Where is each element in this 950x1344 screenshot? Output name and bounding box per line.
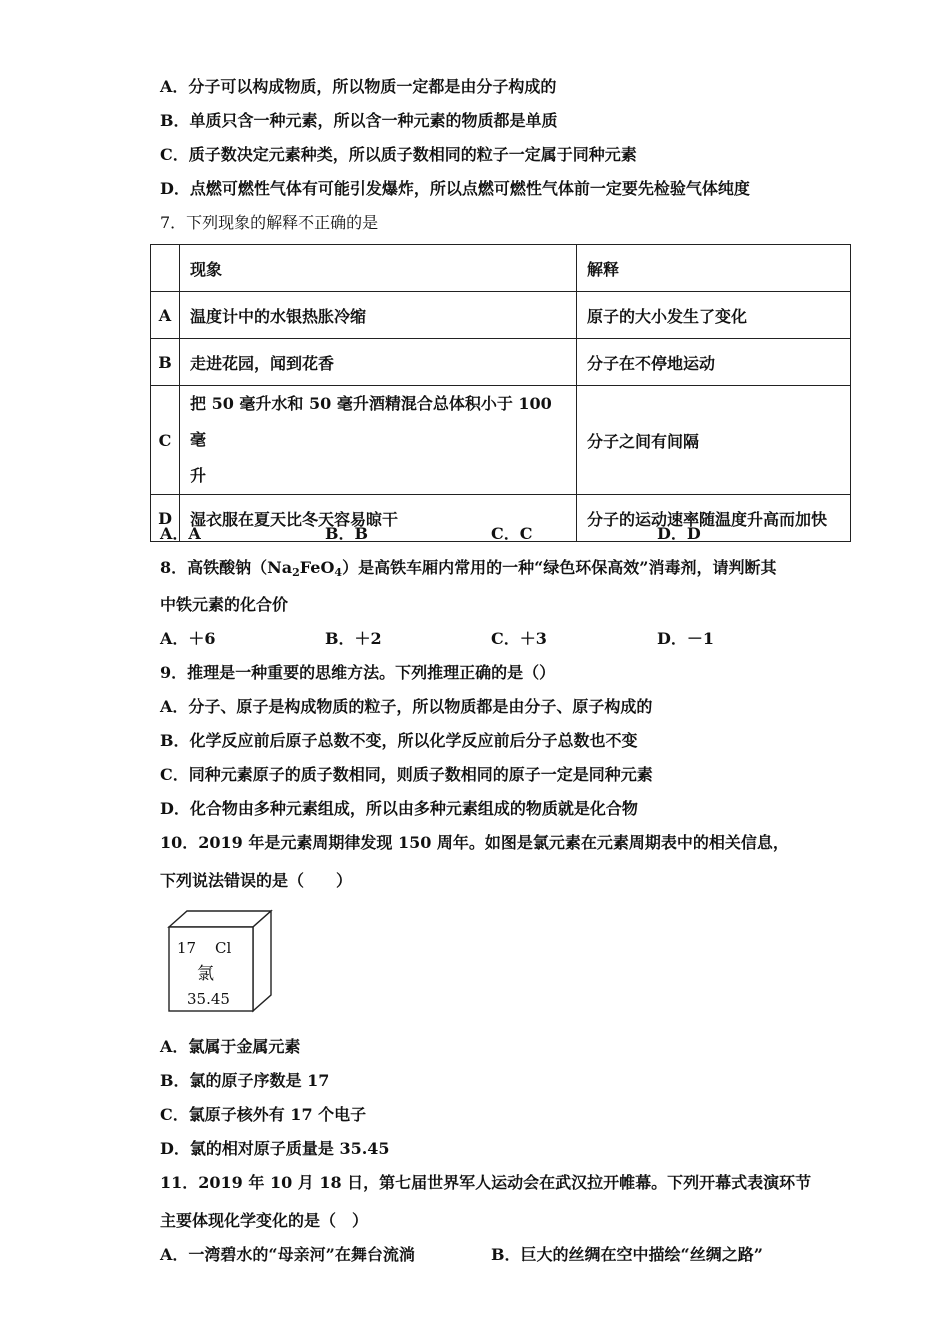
q6-option-b: B．单质只含一种元素，所以含一种元素的物质都是单质: [160, 111, 558, 130]
q11-options: [160, 1245, 860, 1265]
q7-options: [160, 524, 860, 544]
table-row: [151, 292, 851, 339]
row-key: B: [151, 339, 180, 386]
q9-option-a: A．分子、原子是构成物质的粒子，所以物质都是由分子、原子构成的: [160, 697, 653, 716]
q10-stem-line-2: 下列说法错误的是（ ）: [160, 871, 353, 890]
q7-option-a: A．A: [160, 524, 201, 543]
q10-stem-line-1: 10．2019 年是元素周期律发现 150 周年。如图是氯元素在元素周期表中的相关信息，: [160, 833, 789, 852]
table-header-explanation: 解释: [577, 245, 851, 292]
q11-option-a: A．一湾碧水的“母亲河”在舞台流淌: [160, 1245, 415, 1264]
table-header-row: [151, 245, 851, 292]
q9-stem: 9．推理是一种重要的思维方法。下列推理正确的是（）: [160, 663, 556, 682]
q10-option-c: C．氯原子核外有 17 个电子: [160, 1105, 367, 1124]
q9-option-c: C．同种元素原子的质子数相同，则质子数相同的原子一定是同种元素: [160, 765, 653, 784]
table-header-phenomenon: 现象: [180, 245, 577, 292]
q6-option-a: A．分子可以构成物质，所以物质一定都是由分子构成的: [160, 77, 557, 96]
q8-subscript-4: 4: [334, 566, 343, 579]
q11-option-b: B．巨大的丝绸在空中描绘“丝绸之路”: [491, 1245, 763, 1264]
atomic-number: 17: [177, 939, 197, 957]
row-key: A: [151, 292, 180, 339]
q9-option-b: B．化学反应前后原子总数不变，所以化学反应前后分子总数也不变: [160, 731, 638, 750]
q9-option-d: D．化合物由多种元素组成，所以由多种元素组成的物质就是化合物: [160, 799, 638, 818]
q10-option-d: D．氯的相对原子质量是 35.45: [160, 1139, 390, 1158]
atomic-mass: 35.45: [187, 990, 230, 1008]
q7-stem: 7．下列现象的解释不正确的是: [160, 213, 379, 232]
q11-stem-line-1: 11．2019 年 10 月 18 日，第七届世界军人运动会在武汉拉开帷幕。下列开幕式表演环节: [160, 1173, 812, 1192]
q8-option-c: C．＋3: [491, 629, 547, 648]
q8-subscript-2: 2: [292, 566, 300, 579]
row-phenomenon: [180, 386, 577, 495]
row-key: D: [151, 495, 180, 542]
table-row: [151, 339, 851, 386]
q10-option-a: A．氯属于金属元素: [160, 1037, 301, 1056]
q8-stem-after: ）是高铁车厢内常用的一种“绿色环保高效”消毒剂，请判断其: [342, 558, 777, 577]
q7-option-d: D．D: [657, 524, 701, 543]
q6-option-d: D．点燃可燃性气体有可能引发爆炸，所以点燃可燃性气体前一定要先检验气体纯度: [160, 179, 750, 198]
row-phenomenon-line-1: 把 50 毫升水和 50 毫升酒精混合总体积小于 100 毫: [190, 394, 552, 449]
q10-option-b: B．氯的原子序数是 17: [160, 1071, 330, 1090]
row-phenomenon: 湿衣服在夏天比冬天容易晾干: [180, 495, 577, 542]
row-phenomenon: 走进花园，闻到花香: [180, 339, 577, 386]
row-explanation: 分子的运动速率随温度升高而加快: [577, 495, 851, 542]
q8-option-d: D．－1: [657, 629, 715, 648]
row-phenomenon-line-2: 升: [190, 466, 207, 485]
element-name: 氯: [197, 964, 214, 984]
chlorine-element-cube: [167, 909, 275, 1013]
q6-option-c: C．质子数决定元素种类，所以质子数相同的粒子一定属于同种元素: [160, 145, 637, 164]
cube-side-face: [253, 911, 271, 1011]
q11-stem-line-2: 主要体现化学变化的是（ ）: [160, 1211, 369, 1230]
q8-stem-line-2: 中铁元素的化合价: [160, 595, 289, 614]
q8-options: [160, 629, 860, 649]
row-explanation: 分子在不停地运动: [577, 339, 851, 386]
q8-stem-before: 8．高铁酸钠（Na: [160, 558, 293, 577]
row-explanation: 分子之间有间隔: [577, 386, 851, 495]
q7-option-b: B．B: [325, 524, 369, 543]
element-symbol: Cl: [215, 939, 232, 957]
table-row: [151, 386, 851, 495]
q8-option-b: B．＋2: [325, 629, 382, 648]
row-key: C: [151, 386, 180, 495]
row-phenomenon: 温度计中的水银热胀冷缩: [180, 292, 577, 339]
q7-table: [150, 244, 851, 542]
q8-stem: [160, 558, 776, 583]
q7-option-c: C．C: [491, 524, 533, 543]
q8-option-a: A．＋6: [160, 629, 216, 648]
table-header-key: [151, 245, 180, 292]
q8-stem-mid: FeO: [299, 558, 335, 577]
row-explanation: 原子的大小发生了变化: [577, 292, 851, 339]
